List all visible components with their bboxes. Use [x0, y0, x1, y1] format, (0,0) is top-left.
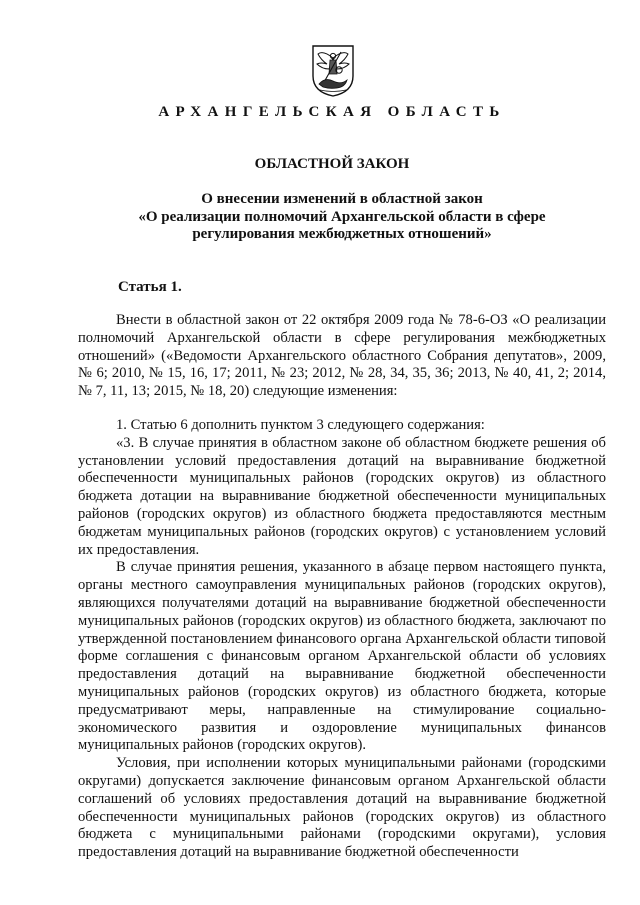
article-paragraph: Условия, при исполнении которых муниципальными районами (городскими округами) допускается заключение финансовым органом Архангельской области соглашений об условиях предоставления дотаций на выравнивание бюджетной обеспеченности муниципальных районов (городских округов) из областного бюджета с муниципальными районами (городскими округами), условия предоставления дотаций на выравнивание бюджетной обеспеченности [78, 755, 606, 861]
article-paragraph: Внести в областной закон от 22 октября 2009 года № 78-6-ОЗ «О реализации полномочий Архангельской области в сфере регулирования межбюджетных отношений» («Ведомости Архангельского областного Собрания депутатов», 2009, № 6; 2010, № 15, 16, 17; 2011, № 23; 2012, № 28, 34, 35, 36; 2013, № 40, 41, 2; 2014, № 7, 11, 13; 2015, № 18, 20) следующие изменения: [78, 312, 606, 400]
law-title [100, 191, 584, 244]
article-paragraph: В случае принятия решения, указанного в абзаце первом настоящего пункта, органы местного самоуправления муниципальных районов (городских округов), являющихся получателями дотаций на выравнивание бюджетной обеспеченности муниципальных районов (городских округов) из областного бюджета, заключают по утвержденной постановлением финансового органа Архангельской области типовой форме соглашения с финансовым органом Архангельской области об условиях предоставления дотаций на выравнивание бюджетной обеспеченности муниципальных районов (городских округов) из областного бюджета, которые предусматривают меры, направленные на стимулирование социально-экономического развития и оздоровление муниципальных финансов муниципальных районов (городских округов). [78, 559, 606, 754]
article-body [78, 312, 606, 862]
coat-of-arms-icon [311, 44, 355, 98]
article-heading: Статья 1. [118, 279, 182, 295]
article-paragraph: «3. В случае принятия в областном законе об областном бюджете решения об установлении условий предоставления дотаций на выравнивание бюджетной обеспеченности муниципальных районов (городских округов) из областного бюджета дотации на выравнивание бюджетной обеспеченности муниципальных районов (городских округов) из областного бюджета предоставляются местным бюджетам муниципальных районов (городских округов) с установлением условий их предоставления. [78, 434, 606, 558]
law-title-line: О внесении изменений в областной закон [201, 191, 483, 207]
region-name: АРХАНГЕЛЬСКАЯ ОБЛАСТЬ [158, 104, 506, 120]
law-type-heading: ОБЛАСТНОЙ ЗАКОН [254, 156, 410, 172]
law-title-line: регулирования межбюджетных отношений» [192, 226, 492, 242]
article-paragraph: 1. Статью 6 дополнить пунктом 3 следующего содержания: [116, 416, 485, 433]
coat-of-arms-emblem [311, 44, 355, 98]
law-title-line: «О реализации полномочий Архангельской области в сфере [138, 208, 546, 225]
